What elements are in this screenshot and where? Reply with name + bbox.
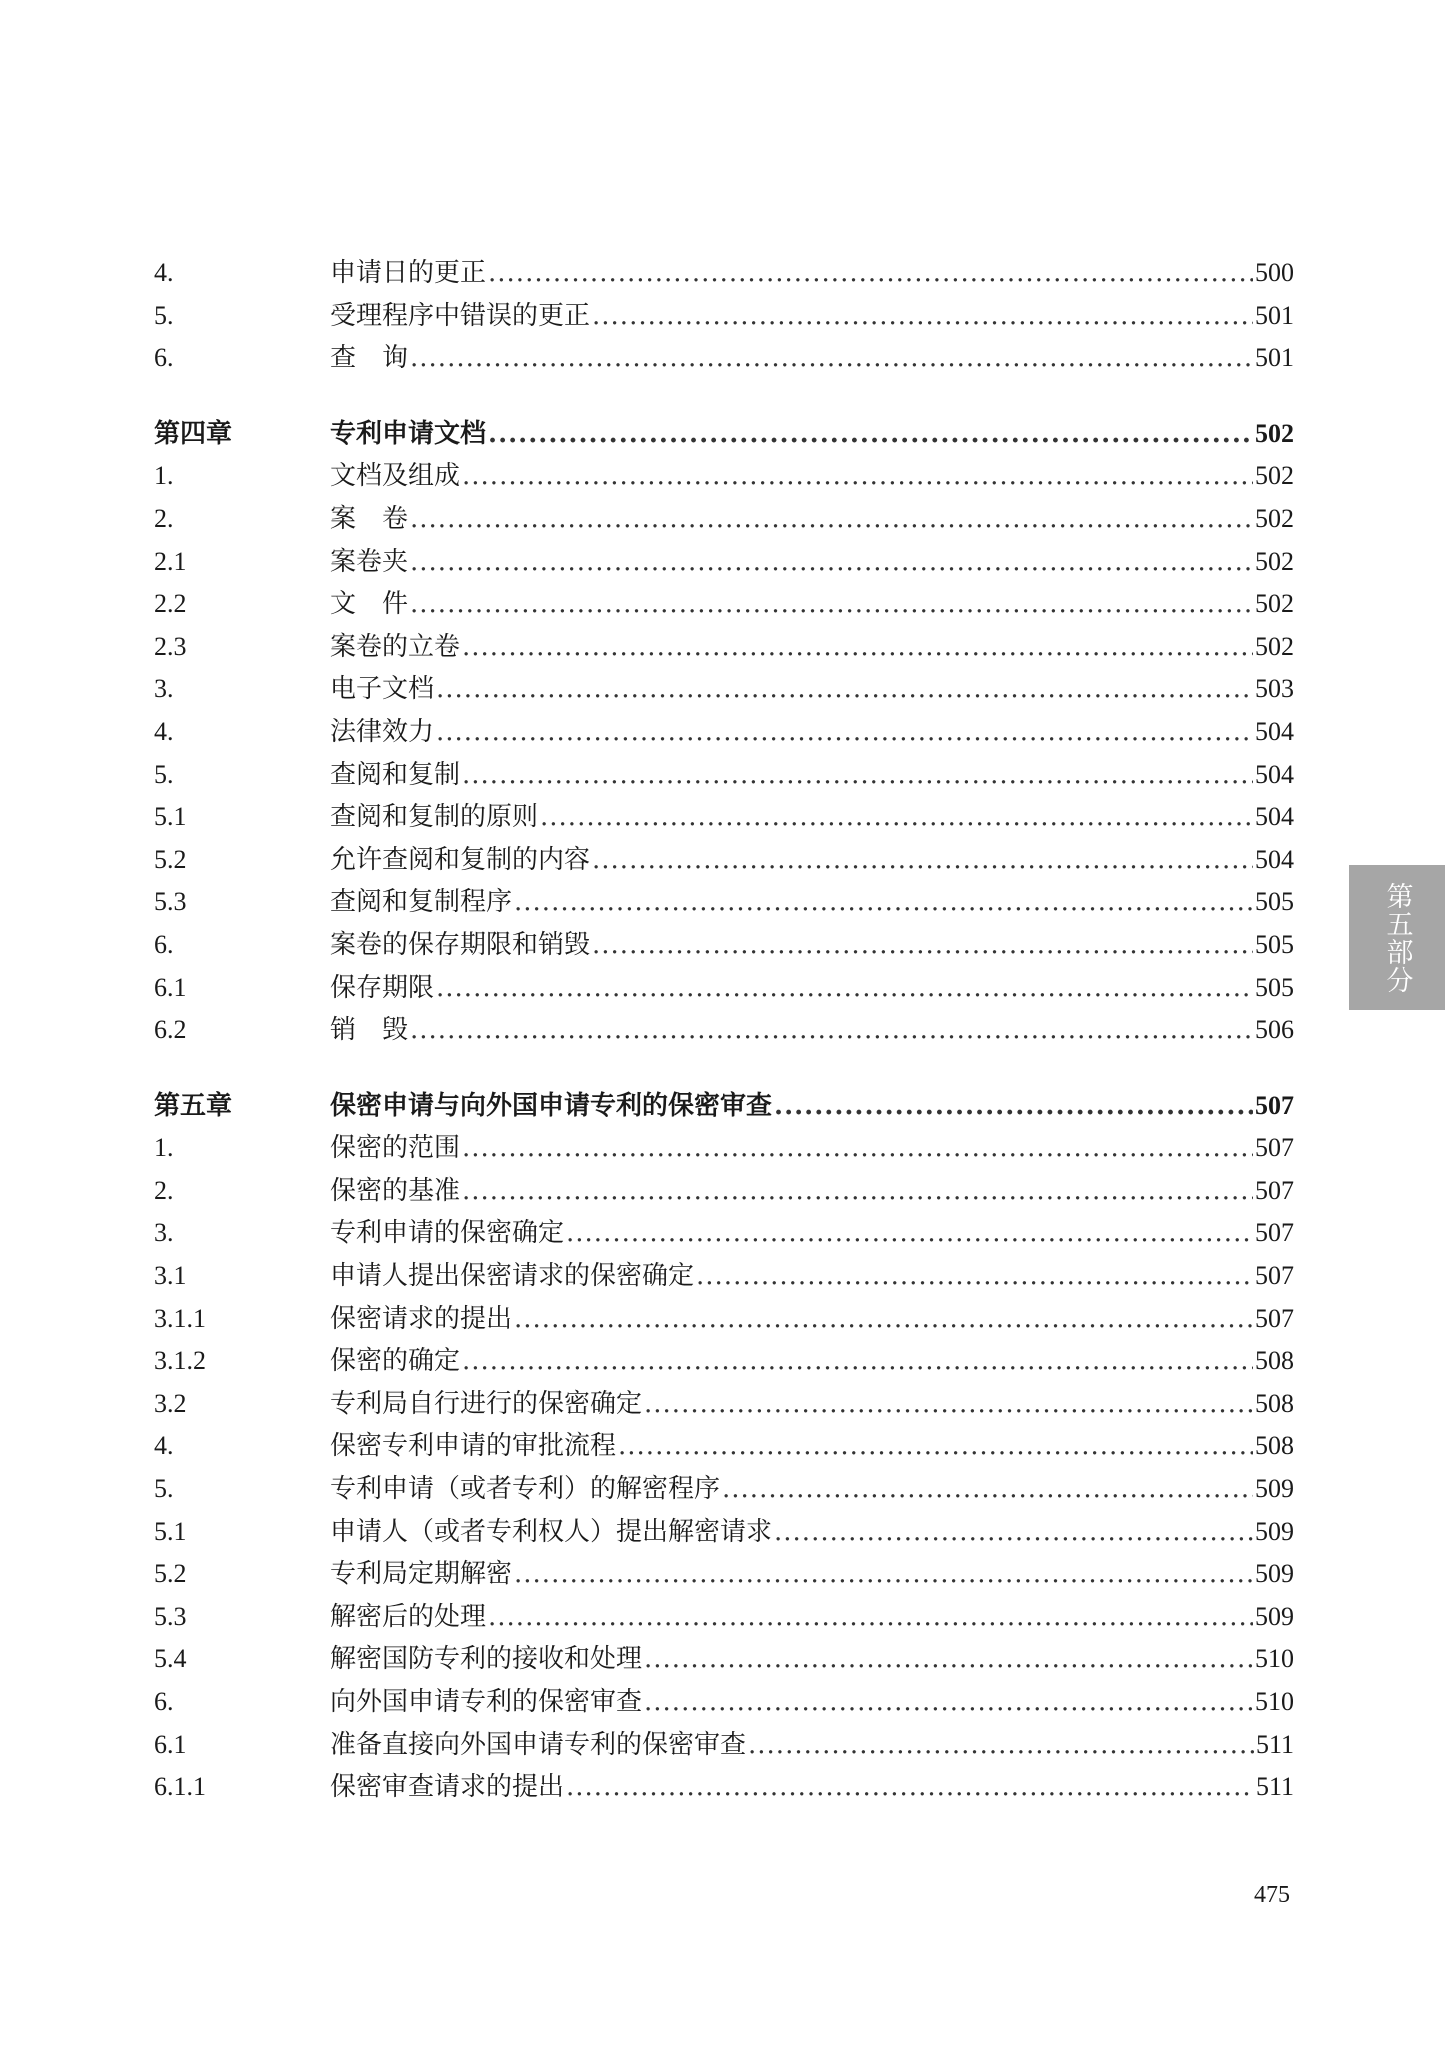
- dot-leader: [592, 295, 1253, 338]
- toc-entry-title: 查阅和复制的原则: [330, 802, 539, 833]
- toc-entry-title: 保存期限: [330, 972, 435, 1003]
- toc-entry-title: 专利申请（或者专利）的解密程序: [330, 1474, 721, 1505]
- toc-entry-page: 501: [1255, 300, 1294, 330]
- toc-entry-page: 502: [1255, 461, 1294, 491]
- toc-row[interactable]: [154, 1468, 1294, 1511]
- dot-leader: [410, 337, 1253, 380]
- toc-entry-page: 500: [1255, 258, 1294, 287]
- dot-leader: [748, 1724, 1254, 1767]
- toc-entry-page: 507: [1255, 1090, 1294, 1120]
- toc-entry-number: 3.1.2: [154, 1346, 206, 1376]
- dot-leader: [722, 1468, 1253, 1511]
- toc-row[interactable]: [154, 626, 1294, 669]
- toc-entry-number: 6.: [154, 1687, 174, 1716]
- toc-row[interactable]: [154, 295, 1294, 338]
- toc-entry-page: 502: [1255, 418, 1294, 448]
- toc-entry-number: 1.: [154, 461, 174, 491]
- toc-entry: [330, 1340, 1294, 1383]
- dot-leader: [592, 924, 1253, 967]
- toc-entry-title: 查阅和复制: [330, 759, 461, 790]
- toc-entry-number: 5.1: [154, 1516, 187, 1546]
- dot-leader: [462, 754, 1253, 797]
- toc-entry-number: 5.: [154, 759, 174, 789]
- toc-entry-title: 解密国防专利的接收和处理: [330, 1644, 643, 1675]
- toc-entry-title: 申请人提出保密请求的保密确定: [330, 1261, 695, 1292]
- toc-row[interactable]: [154, 1681, 1294, 1724]
- toc-row[interactable]: [154, 1009, 1294, 1052]
- toc-entry-number: 6.: [154, 929, 174, 959]
- toc-entry: [330, 541, 1294, 584]
- toc-entry-title: 案 卷: [330, 503, 409, 534]
- toc-entry-number: 3.2: [154, 1388, 187, 1418]
- toc-entry-title: 保密的确定: [330, 1346, 461, 1377]
- toc-entry: [330, 1638, 1294, 1681]
- toc-entry-title: 保密专利申请的审批流程: [330, 1431, 617, 1462]
- toc-entry: [330, 839, 1294, 882]
- toc-entry-number: 5.4: [154, 1644, 187, 1674]
- dot-leader: [696, 1255, 1253, 1298]
- part-side-tab-label: 第五部分: [1381, 881, 1413, 994]
- toc-entry-title: 文档及组成: [330, 461, 461, 492]
- toc-entry: [330, 881, 1294, 924]
- toc-entry-number: 5.1: [154, 802, 187, 832]
- dot-leader: [644, 1681, 1253, 1724]
- toc-row[interactable]: [154, 711, 1294, 754]
- section-gap: [154, 380, 1294, 413]
- dot-leader: [488, 252, 1253, 295]
- toc-entry: [330, 1383, 1294, 1426]
- toc-entry-title: 保密审查请求的提出: [330, 1772, 565, 1803]
- toc-entry: [330, 498, 1294, 541]
- toc-entry: [330, 295, 1294, 338]
- toc-entry-number: 2.1: [154, 546, 187, 576]
- toc-entry: [330, 1724, 1294, 1767]
- toc-entry-number: 4.: [154, 1431, 174, 1461]
- toc-entry-title: 文 件: [330, 589, 409, 620]
- toc-row[interactable]: [154, 839, 1294, 882]
- toc-entry-number: 3.: [154, 674, 174, 704]
- dot-leader: [410, 583, 1253, 626]
- toc-entry-title: 允许查阅和复制的内容: [330, 844, 591, 875]
- dot-leader: [514, 1298, 1253, 1341]
- toc-row[interactable]: [154, 583, 1294, 626]
- toc-entry-number: 4.: [154, 716, 174, 746]
- page-number: 475: [1254, 1882, 1290, 1908]
- toc-entry-page: 505: [1255, 887, 1294, 917]
- toc-entry-page: 502: [1255, 631, 1294, 661]
- toc-entry: [330, 924, 1294, 967]
- toc-entry-page: 506: [1255, 1015, 1294, 1045]
- toc-row[interactable]: [154, 455, 1294, 498]
- toc-row[interactable]: [154, 1553, 1294, 1596]
- toc-entry-number: 6.1.1: [154, 1772, 206, 1802]
- dot-leader: [774, 1085, 1253, 1128]
- toc-entry-number: 1.: [154, 1133, 174, 1163]
- toc-row[interactable]: [154, 541, 1294, 584]
- toc-entry-page: 502: [1255, 503, 1294, 533]
- toc-entry-title: 保密的范围: [330, 1133, 461, 1164]
- toc-entry-number: 5.: [154, 300, 174, 330]
- dot-leader: [488, 413, 1253, 456]
- toc-entry-page: 505: [1255, 929, 1294, 959]
- dot-leader: [592, 839, 1253, 882]
- section-gap: [154, 1052, 1294, 1085]
- toc-entry: [330, 252, 1294, 295]
- dot-leader: [436, 967, 1253, 1010]
- toc-entry: [330, 455, 1294, 498]
- toc-entry-title: 专利局定期解密: [330, 1559, 513, 1590]
- toc-entry-title: 专利申请文档: [330, 418, 487, 449]
- dot-leader: [644, 1638, 1253, 1681]
- toc-row[interactable]: [154, 1298, 1294, 1341]
- toc-entry-number: 2.: [154, 503, 174, 533]
- toc-entry-number: 第四章: [154, 418, 233, 448]
- toc-entry-number: 5.3: [154, 887, 187, 917]
- toc-entry-title: 受理程序中错误的更正: [330, 300, 591, 331]
- toc-entry-page: 507: [1255, 1175, 1294, 1205]
- toc-entry-title: 保密申请与向外国申请专利的保密审查: [330, 1090, 773, 1121]
- dot-leader: [436, 668, 1253, 711]
- toc-row[interactable]: [154, 796, 1294, 839]
- toc-entry: [330, 1681, 1294, 1724]
- toc-entry-page: 511: [1255, 1729, 1294, 1759]
- toc-entry-number: 3.: [154, 1218, 174, 1248]
- toc-entry-page: 508: [1255, 1431, 1294, 1461]
- toc-row[interactable]: [154, 754, 1294, 797]
- toc-entry-page: 501: [1255, 343, 1294, 373]
- toc-entry-page: 502: [1255, 546, 1294, 576]
- part-side-tab: [1349, 865, 1445, 1010]
- toc-row[interactable]: [154, 1766, 1294, 1809]
- toc-entry: [330, 337, 1294, 380]
- toc-entry: [330, 1596, 1294, 1639]
- dot-leader: [566, 1766, 1254, 1809]
- toc-row[interactable]: [154, 967, 1294, 1010]
- toc-row[interactable]: [154, 1638, 1294, 1681]
- toc-entry-number: 第五章: [154, 1090, 233, 1120]
- toc-entry: [330, 1085, 1294, 1128]
- toc-entry-page: 504: [1255, 802, 1294, 832]
- dot-leader: [410, 541, 1253, 584]
- toc-entry-title: 保密请求的提出: [330, 1303, 513, 1334]
- toc-row[interactable]: [154, 1383, 1294, 1426]
- toc-entry-number: 3.1.1: [154, 1303, 206, 1333]
- toc-entry: [330, 754, 1294, 797]
- toc-entry-page: 507: [1255, 1133, 1294, 1163]
- toc-row[interactable]: [154, 1596, 1294, 1639]
- toc-row[interactable]: [154, 1255, 1294, 1298]
- toc-row[interactable]: [154, 1511, 1294, 1554]
- toc-entry-number: 2.: [154, 1175, 174, 1205]
- toc-entry-number: 6.1: [154, 1729, 187, 1759]
- toc-entry: [330, 413, 1294, 456]
- dot-leader: [462, 626, 1253, 669]
- toc-entry-page: 507: [1255, 1303, 1294, 1333]
- dot-leader: [644, 1383, 1253, 1426]
- toc-entry-number: 5.3: [154, 1601, 187, 1631]
- toc-entry: [330, 1468, 1294, 1511]
- dot-leader: [488, 1596, 1253, 1639]
- dot-leader: [462, 1170, 1253, 1213]
- toc-chapter-row[interactable]: [154, 413, 1294, 456]
- toc-chapter-row[interactable]: [154, 1085, 1294, 1128]
- toc-entry: [330, 1553, 1294, 1596]
- toc-entry-title: 案卷的立卷: [330, 631, 461, 662]
- toc-entry-number: 4.: [154, 258, 174, 287]
- toc-entry-page: 510: [1255, 1644, 1294, 1674]
- toc-row[interactable]: [154, 881, 1294, 924]
- toc-row[interactable]: [154, 1340, 1294, 1383]
- toc-entry-page: 504: [1255, 716, 1294, 746]
- toc-entry: [330, 1298, 1294, 1341]
- toc-entry-title: 申请人（或者专利权人）提出解密请求: [330, 1516, 773, 1547]
- dot-leader: [410, 1009, 1253, 1052]
- toc-entry-page: 507: [1255, 1218, 1294, 1248]
- toc-entry-title: 销 毁: [330, 1015, 409, 1046]
- toc-row[interactable]: [154, 252, 1294, 295]
- toc-entry-title: 案卷夹: [330, 546, 409, 577]
- toc-entry: [330, 626, 1294, 669]
- dot-leader: [462, 1340, 1253, 1383]
- dot-leader: [514, 881, 1253, 924]
- toc-entry: [330, 1255, 1294, 1298]
- toc-entry: [330, 967, 1294, 1010]
- toc-entry-number: 2.3: [154, 631, 187, 661]
- toc-row[interactable]: [154, 498, 1294, 541]
- toc-entry-number: 6.1: [154, 972, 187, 1002]
- toc-row[interactable]: [154, 668, 1294, 711]
- toc-entry-title: 案卷的保存期限和销毁: [330, 929, 591, 960]
- dot-leader: [436, 711, 1253, 754]
- dot-leader: [462, 455, 1253, 498]
- toc-entry: [330, 583, 1294, 626]
- toc-entry-title: 申请日的更正: [330, 258, 487, 288]
- toc-entry-number: 5.: [154, 1474, 174, 1504]
- toc-entry-page: 509: [1255, 1559, 1294, 1589]
- toc-entry-title: 查 询: [330, 343, 409, 374]
- toc-entry-title: 保密的基准: [330, 1175, 461, 1206]
- toc-entry-page: 511: [1255, 1772, 1294, 1802]
- toc-row[interactable]: [154, 1425, 1294, 1468]
- toc-entry: [330, 796, 1294, 839]
- toc-row[interactable]: [154, 1212, 1294, 1255]
- toc-entry-title: 专利局自行进行的保密确定: [330, 1388, 643, 1419]
- toc-entry-page: 504: [1255, 759, 1294, 789]
- toc-entry: [330, 711, 1294, 754]
- toc-entry-title: 专利申请的保密确定: [330, 1218, 565, 1249]
- dot-leader: [462, 1127, 1253, 1170]
- toc-entry-number: 2.2: [154, 589, 187, 619]
- toc-entry: [330, 1212, 1294, 1255]
- toc-entry: [330, 1009, 1294, 1052]
- toc-entry-title: 电子文档: [330, 674, 435, 705]
- toc-entry-page: 508: [1255, 1346, 1294, 1376]
- toc-row[interactable]: [154, 1127, 1294, 1170]
- toc-entry-page: 509: [1255, 1474, 1294, 1504]
- toc-row[interactable]: [154, 1724, 1294, 1767]
- dot-leader: [618, 1425, 1253, 1468]
- toc-row[interactable]: [154, 1170, 1294, 1213]
- toc-entry-number: 5.2: [154, 844, 187, 874]
- toc-entry-page: 509: [1255, 1516, 1294, 1546]
- toc-entry-page: 503: [1255, 674, 1294, 704]
- toc-entry: [330, 1425, 1294, 1468]
- toc-row[interactable]: [154, 924, 1294, 967]
- toc-entry: [330, 668, 1294, 711]
- toc-entry-title: 法律效力: [330, 716, 435, 747]
- toc-entry: [330, 1766, 1294, 1809]
- dot-leader: [566, 1212, 1253, 1255]
- toc-entry: [330, 1511, 1294, 1554]
- toc-entry-number: 6.2: [154, 1015, 187, 1045]
- dot-leader: [514, 1553, 1253, 1596]
- toc-entry-title: 解密后的处理: [330, 1601, 487, 1632]
- toc-entry-page: 510: [1255, 1687, 1294, 1716]
- dot-leader: [540, 796, 1253, 839]
- toc-entry-number: 6.: [154, 343, 174, 373]
- toc-entry-page: 505: [1255, 972, 1294, 1002]
- toc-entry-page: 508: [1255, 1388, 1294, 1418]
- toc-entry-page: 502: [1255, 589, 1294, 619]
- toc-entry: [330, 1170, 1294, 1213]
- toc-entry-number: 5.2: [154, 1559, 187, 1589]
- table-of-contents: [154, 252, 1294, 1809]
- dot-leader: [774, 1511, 1253, 1554]
- toc-entry-title: 准备直接向外国申请专利的保密审查: [330, 1729, 747, 1760]
- toc-entry-page: 507: [1255, 1261, 1294, 1291]
- toc-entry-title: 查阅和复制程序: [330, 887, 513, 918]
- dot-leader: [410, 498, 1253, 541]
- toc-row[interactable]: [154, 337, 1294, 380]
- toc-entry-page: 504: [1255, 844, 1294, 874]
- toc-entry-title: 向外国申请专利的保密审查: [330, 1687, 643, 1717]
- toc-entry: [330, 1127, 1294, 1170]
- toc-entry-page: 509: [1255, 1601, 1294, 1631]
- toc-entry-number: 3.1: [154, 1261, 187, 1291]
